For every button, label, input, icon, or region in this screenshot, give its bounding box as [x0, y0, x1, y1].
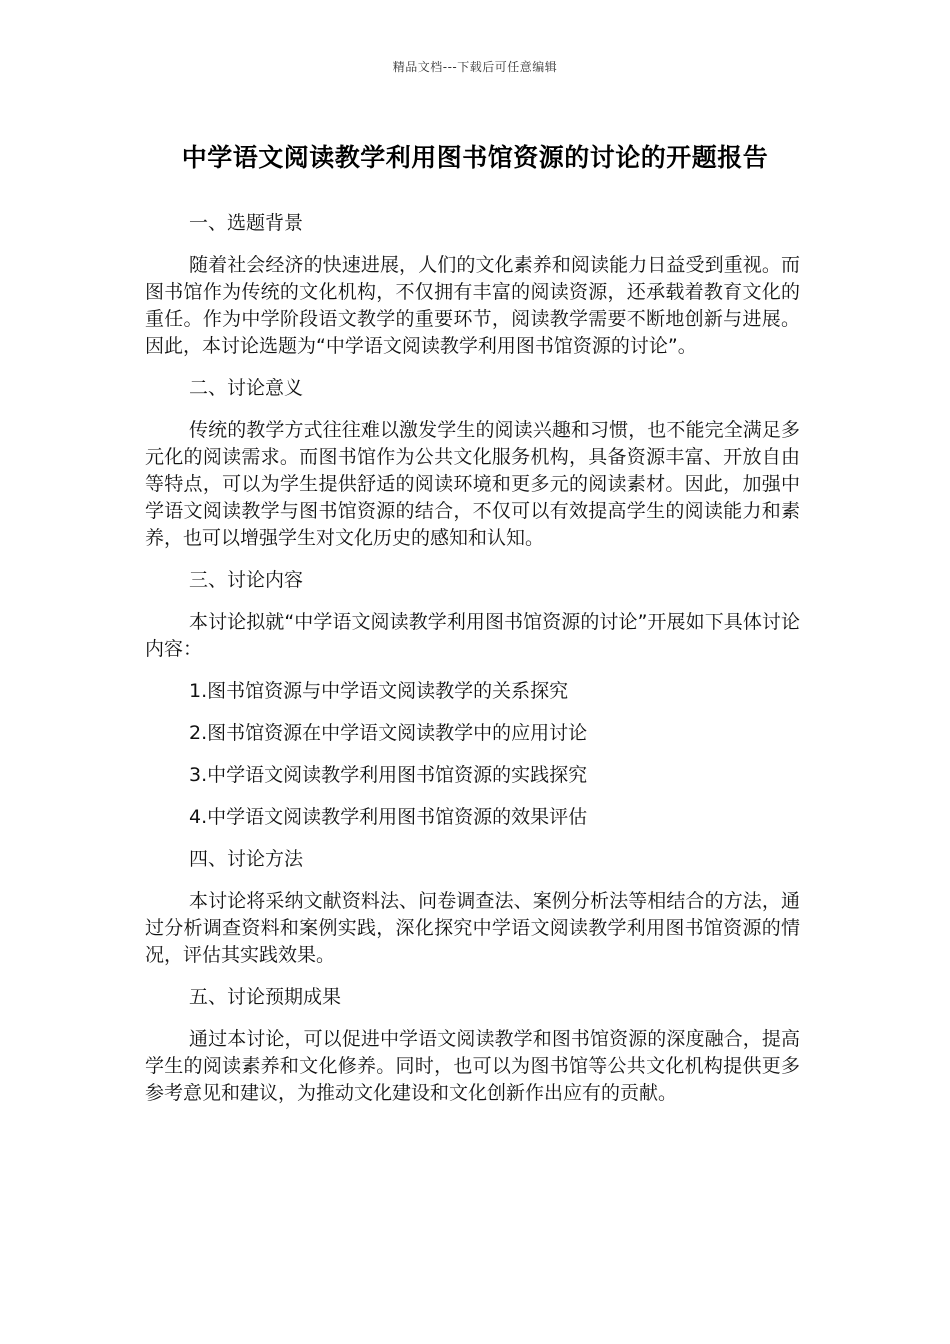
section-heading-outcomes: 五、讨论预期成果	[189, 986, 342, 1008]
section-text-methods: 本讨论将采纳文献资料法、问卷调查法、案例分析法等相结合的方法，通过分析调查资料和案例实践，深化探究中学语文阅读教学利用图书馆资源的情况，评估其实践效果。	[145, 890, 800, 966]
list-item: 3.中学语文阅读教学利用图书馆资源的实践探究	[189, 764, 588, 786]
section-heading-methods: 四、讨论方法	[189, 848, 304, 870]
section-heading-background: 一、选题背景	[189, 212, 304, 234]
document-title: 中学语文阅读教学利用图书馆资源的讨论的开题报告	[181, 143, 769, 172]
section-heading-significance: 二、讨论意义	[189, 377, 304, 399]
document-body	[145, 210, 800, 1122]
section-text-background: 随着社会经济的快速进展，人们的文化素养和阅读能力日益受到重视。而图书馆作为传统的文化机构，不仅拥有丰富的阅读资源，还承载着教育文化的重任。作为中学阶段语文教学的重要环节，阅读教学需要不断地创新与进展。因此，本讨论选题为“中学语文阅读教学利用图书馆资源的讨论”。	[145, 254, 800, 357]
list-item: 4.中学语文阅读教学利用图书馆资源的效果评估	[189, 806, 588, 828]
section-text-significance: 传统的教学方式往往难以激发学生的阅读兴趣和习惯，也不能完全满足多元化的阅读需求。而图书馆作为公共文化服务机构，具备资源丰富、开放自由等特点，可以为学生提供舒适的阅读环境和更多元的阅读素材。因此，加强中学语文阅读教学与图书馆资源的结合，不仅可以有效提高学生的阅读能力和素养，也可以增强学生对文化历史的感知和认知。	[145, 419, 800, 549]
section-text-outcomes: 通过本讨论，可以促进中学语文阅读教学和图书馆资源的深度融合，提高学生的阅读素养和文化修养。同时，也可以为图书馆等公共文化机构提供更多参考意见和建议，为推动文化建设和文化创新作出应有的贡献。	[145, 1028, 800, 1104]
header-note: 精品文档---下载后可任意编辑	[392, 60, 558, 74]
list-item: 2.图书馆资源在中学语文阅读教学中的应用讨论	[189, 722, 588, 744]
section-heading-content: 三、讨论内容	[189, 569, 304, 591]
section-text-content: 本讨论拟就“中学语文阅读教学利用图书馆资源的讨论”开展如下具体讨论内容：	[145, 611, 800, 660]
list-item: 1.图书馆资源与中学语文阅读教学的关系探究	[189, 680, 569, 702]
